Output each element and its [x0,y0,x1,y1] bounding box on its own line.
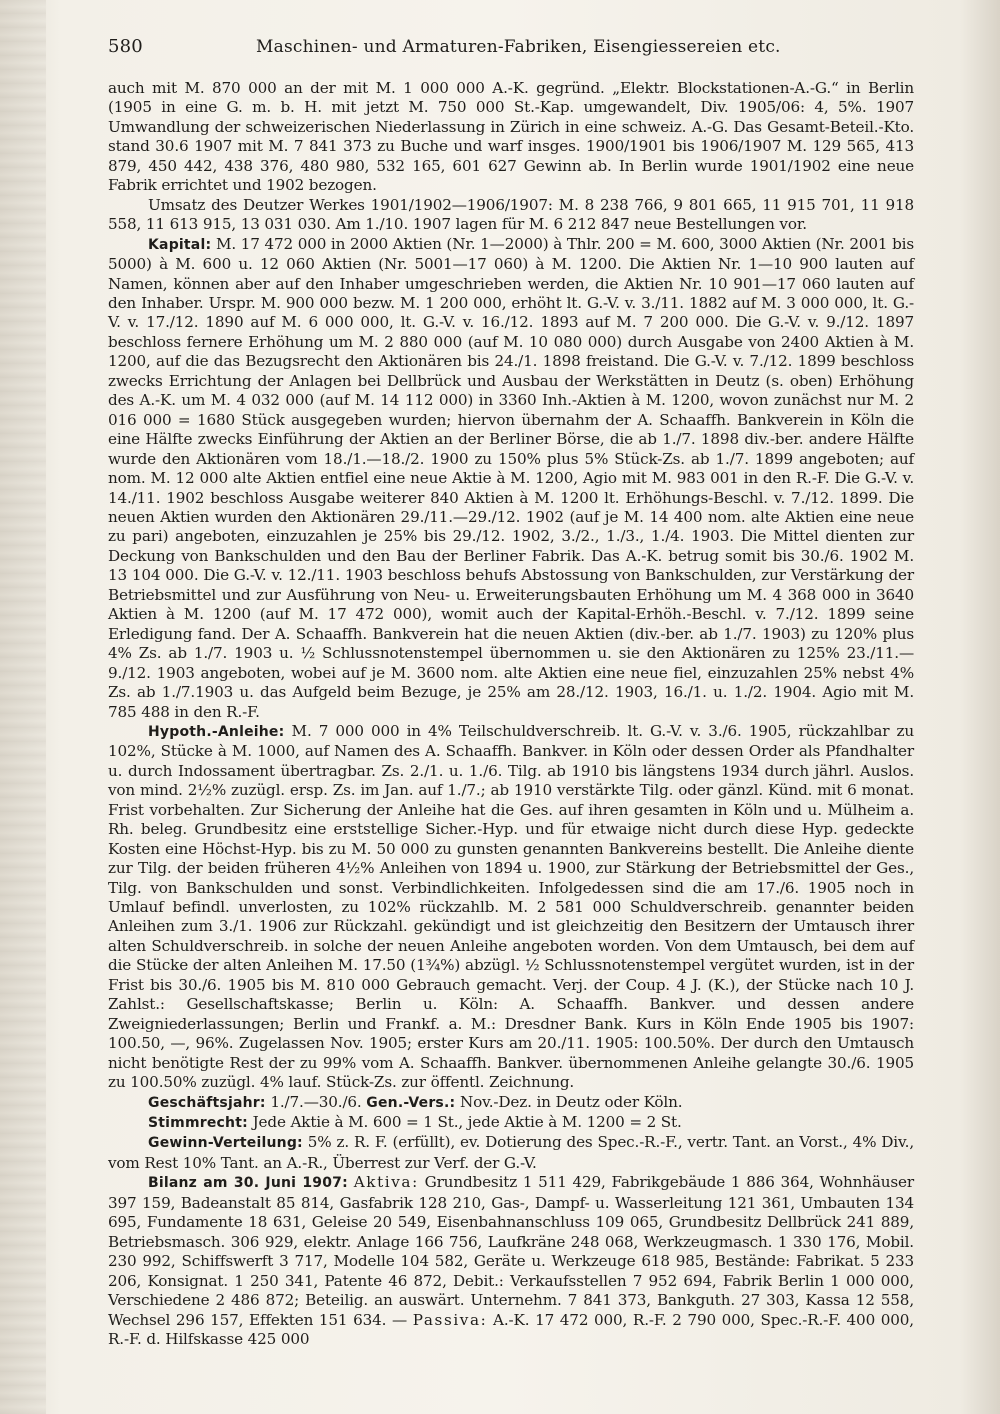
gewinn-text: 5% z. R. F. (erfüllt), ev. Dotierung des Spec.-R.-F., vertr. Tant. an Vorst., 4% Div., vom Rest 10% Tant. an A.-R., Überrest zur Verf. der G.-V. [108,1133,915,1172]
passiva-text: A.-K. 17 472 000, R.-F. 2 790 000, Spec.-R.-F. 400 000, R.-F. d. Hilfskasse 425 000 [108,1310,914,1348]
kapital-text: M. 17 472 000 in 2000 Aktien (Nr. 1—2000) à Thlr. 200 = M. 600, 3000 Aktien (Nr. 2001 bis 5000) à M. 600 u. 12 060 Aktien (Nr. 5001—17 060) à M. 1200. Die Aktien Nr. 1—10 900 lauten auf Namen, können aber auf den Inhaber umgeschrieben werden, die Aktien Nr. 10 901—17 060 lauten auf den Inhaber. Urspr. M. 900 000 bezw. M. 1 200 000, erhöht lt. G.-V. v. 3./11. 1882 auf M. 3 000 000, lt. G.-V. v. 17./12. 1890 auf M. 6 000 000, lt. G.-V. v. 16./12. 1893 auf M. 7 200 000. Die G.-V. v. 9./12. 1897 beschloss fernere Erhöhung um M. 2 880 000 (auf M. 10 080 000) durch Ausgabe von 2400 Aktien à M. 1200, auf die das Bezugsrecht den Aktionären bis 24./1. 1898 freistand. Die G.-V. v. 7./12. 1899 beschloss zwecks Errichtung der Anlagen bei Dellbrück und Ausbau der Werkstätten in Deutz (s. oben) Erhöhung des A.-K. um M. 4 032 000 (auf M. 14 112 000) in 3360 Inh.-Aktien à M. 1200, wovon zunächst nur M. 2 016 000 = 1680 Stück ausgegeben wurden; hiervon übernahm der A. Schaaffh. Bankverein in Köln die eine Hälfte zwecks Einführung der Aktien an der Berliner Börse, die ab 1./7. 1898 div.-ber. andere Hälfte wurde den Aktionären vom 18./1.—18./2. 1900 zu 150% plus 5% Stück-Zs. ab 1./7. 1899 angeboten; auf nom. M. 12 000 alte Aktien entfiel eine neue Aktie à M. 1200, Agio mit M. 983 001 in den R.-F. Die G.-V. v. 14./11. 1902 beschloss Ausgabe weiterer 840 Aktien à M. 1200 lt. Erhöhungs-Beschl. v. 7./12. 1899. Die neuen Aktien wurden den Aktionären 29./11.—29./12. 1902 (auf je M. 14 400 nom. alte Aktien eine neue zu pari) angeboten, einzuzahlen je 25% bis 29./12. 1902, 3./2., 1./3., 1./4. 1903. Die Mittel dienten zur Deckung von Bankschulden und den Bau der Berliner Fabrik. Das A.-K. betrug somit bis 30./6. 1902 M. 13 104 000. Die G.-V. v. 12./11. 1903 beschloss behufs Abstossung von Bankschulden, zur Verstärkung der Betriebsmittel und zur Ausführung von Neu- u. Erweiterungsbauten Erhöhung um M. 4 368 000 in 3640 Aktien à M. 1200 (auf M. 17 472 000), womit auch der Kapital-Erhöh.-Beschl. v. 7./12. 1899 seine Erledigung fand. Der A. Schaaffh. Bankverein hat die neuen Aktien (div.-ber. ab 1./7. 1903) zu 120% plus 4% Zs. ab 1./7. 1903 u. ½ Schlussnotenstempel übernommen u. sie den Aktionären zu 125% 23./11.—9./12. 1903 angeboten, wobei auf je M. 3600 nom. alte Aktien eine neue fiel, einzuzahlen 25% nebst 4% Zs. ab 1./7.1903 u. das Aufgeld beim Bezuge, je 25% am 28./12. 1903, 16./1. u. 1./2. 1904. Agio mit M. 785 488 in den R.-F. [108,234,914,721]
anleihe-label: Hypoth.-Anleihe: [148,723,285,740]
bilanz-label: Bilanz am 30. Juni 1907: [148,1175,348,1192]
paragraph-gewinn [108,1133,914,1173]
kapital-label: Kapital: [148,236,212,253]
paragraph-bilanz [108,1173,914,1349]
anleihe-text: M. 7 000 000 in 4% Teilschuldverschreib. lt. G.-V. v. 3./6. 1905, rückzahlbar zu 102%, Stücke à M. 1000, auf Namen des A. Schaaffh. Bankver. in Köln oder dessen Order als Pfandhalter u. durch Indossament übertragbar. Zs. 2./1. u. 1./6. Tilg. ab 1910 bis längstens 1934 durch jährl. Auslos. von mind. 2½% zuzügl. ersp. Zs. im Jan. auf 1./7.; ab 1910 verstärkte Tilg. oder gänzl. Künd. mit 6 monat. Frist vorbehalten. Zur Sicherung der Anleihe hat die Ges. auf ihren gesamten in Köln und u. Mülheim a. Rh. beleg. Grundbesitz eine erststellige Sicher.-Hyp. und für etwaige nicht durch diese Hyp. gedeckte Kosten eine Höchst-Hyp. bis zu M. 50 000 zu gunsten genannten Bankvereins bestellt. Die Anleihe diente zur Tilg. der beiden früheren 4½% Anleihen von 1894 u. 1900, zur Stärkung der Betriebsmittel der Ges., Tilg. von Bankschulden und sonst. Verbindlichkeiten. Infolgedessen sind die am 17./6. 1905 noch in Umlauf befindl. unverlosten, zu 102% rückzahlb. M. 2 581 000 Schuldverschreib. genannter beiden Anleihen zum 3./1. 1906 zur Rückzahl. gekündigt und ist gleichzeitig den Besitzern der Umtausch ihrer alten Schuldverschreib. in solche der neuen Anleihe angeboten worden. Von dem Umtausch, bei dem auf die Stücke der alten Anleihen M. 17.50 (1¾%) abzügl. ½ Schlussnotenstempel vergütet wurden, ist in der Frist bis 30./6. 1905 bis M. 810 000 Gebrauch gemacht. Verj. der Coup. 4 J. (K.), der Stücke nach 10 J. Zahlst.: Gesellschaftskasse; Berlin u. Köln: A. Schaaffh. Bankver. und dessen andere Zweigniederlassungen; Berlin und Frankf. a. M.: Dresdner Bank. Kurs in Köln Ende 1905 bis 1907: 100.50, —, 96%. Zugelassen Nov. 1905; erster Kurs am 20./11. 1905: 100.50%. Der durch den Umtausch nicht benötigte Rest der zu 99% vom A. Schaaffh. Bankver. übernommenen Anleihe gelangte 30./6. 1905 zu 100.50% zuzügl. 4% lauf. Stück-Zs. zur öffentl. Zeichnung. [108,721,914,1092]
running-title: Maschinen- und Armaturen-Fabriken, Eisengiessereien etc. [256,37,781,57]
paragraph-geschaeftsjahr [108,1093,914,1113]
stimmrecht-label: Stimmrecht: [148,1115,248,1132]
page-number: 580 [108,36,143,57]
page-body [108,79,914,1349]
gen-vers-text: Nov.-Dez. in Deutz oder Köln. [459,1092,683,1111]
geschaeftsjahr-text: 1./7.—30./6. [270,1092,362,1111]
paragraph-anleihe [108,722,914,1093]
paragraph-umsatz: Umsatz des Deutzer Werkes 1901/1902—1906/1907: M. 8 238 766, 9 801 665, 11 915 701, 11 918 558, 11 613 915, 13 031 030. Am 1./10. 1907 lagen für M. 6 212 847 neue Bestellungen vor. [108,195,914,234]
paragraph-kapital [108,235,914,722]
stimmrecht-text: Jede Aktie à M. 600 = 1 St., jede Aktie à M. 1200 = 2 St. [252,1113,682,1132]
aktiva-text: Grundbesitz 1 511 429, Fabrikgebäude 1 886 364, Wohnhäuser 397 159, Badeanstalt 85 814, Gasfabrik 128 210, Gas-, Dampf- u. Wasserleitung 121 361, Umbauten 134 695, Fundamente 18 631, Geleise 20 549, Eisenbahnanschluss 109 065, Grundbesitz Dellbrück 241 889, Betriebsmasch. 306 929, elektr. Anlage 166 756, Laufkräne 248 068, Werkzeugmasch. 1 330 176, Mobil. 230 992, Schiffswerft 3 717, Modelle 104 582, Geräte u. Werkzeuge 618 985, Bestände: Fabrikat. 5 233 206, Konsignat. 1 250 341, Patente 46 872, Debit.: Verkaufsstellen 7 952 694, Fabrik Berlin 1 000 000, Verschiedene 2 486 872; Beteilig. an auswärt. Unternehm. 7 841 373, Bankguth. 27 303, Kassa 12 558, Wechsel 296 157, Effekten 151 634. — [108,1173,914,1329]
passiva-label: Passiva: [412,1310,488,1329]
gewinn-label: Gewinn-Verteilung: [148,1135,303,1152]
aktiva-label: Aktiva: [353,1173,419,1192]
page-header [108,36,914,57]
paragraph-intro: auch mit M. 870 000 an der mit M. 1 000 000 A.-K. gegründ. „Elektr. Blockstationen-A.-G.“ in Berlin (1905 in eine G. m. b. H. mit jetzt M. 750 000 St.-Kap. umgewandelt, Div. 1905/06: 4, 5%. 1907 Umwandlung der schweizerischen Niederlassung in Zürich in eine schweiz. A.-G. Das Gesamt-Beteil.-Kto. stand 30.6 1907 mit M. 7 841 373 zu Buche und warf insges. 1900/1901 bis 1906/1907 M. 129 565, 413 879, 450 442, 438 376, 480 980, 532 165, 601 627 Gewinn ab. In Berlin wurde 1901/1902 eine neue Fabrik errichtet und 1902 bezogen. [108,79,914,195]
paragraph-stimmrecht [108,1113,914,1133]
page-binding-shadow [0,0,46,1414]
gen-vers-label: Gen.-Vers.: [366,1094,456,1111]
geschaeftsjahr-label: Geschäftsjahr: [148,1094,266,1111]
